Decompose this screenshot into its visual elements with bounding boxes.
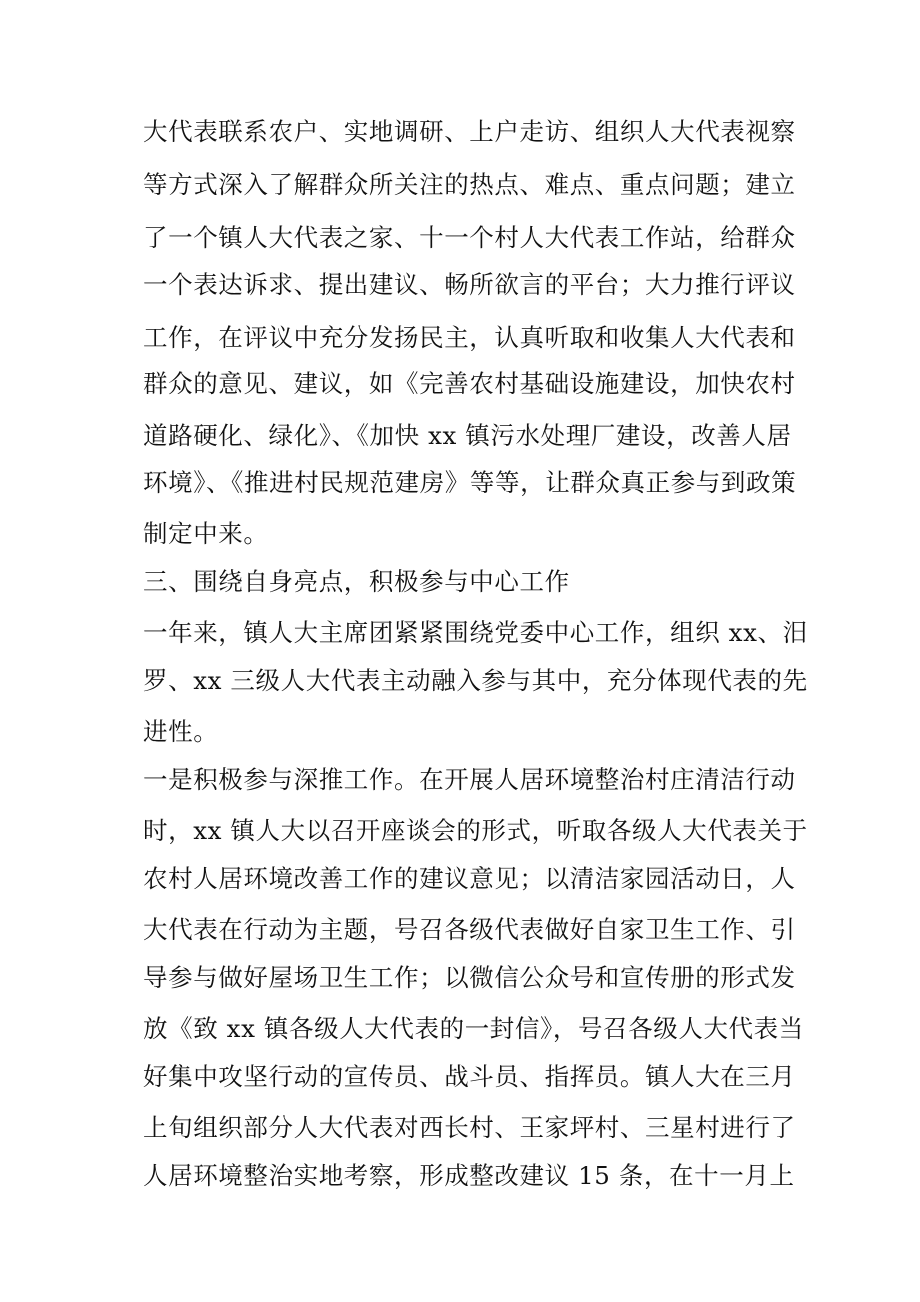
- section-heading: 三、围绕自身亮点，积极参与中心工作: [143, 567, 570, 596]
- text-line: 好集中攻坚行动的宣传员、战斗员、指挥员。镇人大在三月: [143, 1062, 796, 1091]
- text-line: 上旬组织部分人大代表对西长村、王家坪村、三星村进行了: [143, 1113, 796, 1142]
- text-line: 工作，在评议中充分发扬民主，认真听取和收集人大代表和: [143, 323, 796, 352]
- text-line: 等方式深入了解群众所关注的热点、难点、重点问题；建立: [143, 170, 796, 199]
- text-line: 了一个镇人大代表之家、十一个村人大代表工作站，给群众: [143, 223, 796, 252]
- text-line: 一个表达诉求、提出建议、畅所欲言的平台；大力推行评议: [143, 270, 796, 299]
- text-line: 一是积极参与深推工作。在开展人居环境整治村庄清洁行动: [143, 765, 796, 794]
- text-line: 一年来，镇人大主席团紧紧围绕党委中心工作，组织 xx、汨: [143, 618, 808, 647]
- text-line: 导参与做好屋场卫生工作；以微信公众号和宣传册的形式发: [143, 963, 796, 992]
- text-line: 进性。: [143, 717, 219, 746]
- text-line: 大代表在行动为主题，号召各级代表做好自家卫生工作、引: [143, 915, 796, 944]
- text-line: 制定中来。: [143, 519, 269, 548]
- text-line: 时，xx 镇人大以召开座谈会的形式，听取各级人大代表关于: [143, 816, 808, 845]
- text-line: 环境》、《推进村民规范建房》等等，让群众真正参与到政策: [143, 468, 797, 497]
- text-line: 大代表联系农户、实地调研、上户走访、组织人大代表视察: [143, 117, 796, 146]
- text-line: 群众的意见、建议，如《完善农村基础设施建设，加快农村: [143, 369, 796, 398]
- text-line: 道路硬化、绿化》、《加快 xx 镇污水处理厂建设，改善人居: [143, 421, 792, 450]
- text-line: 罗、xx 三级人大代表主动融入参与其中，充分体现代表的先: [143, 666, 808, 695]
- text-line: 人居环境整治实地考察，形成整改建议 15 条，在十一月上: [143, 1161, 795, 1190]
- text-line: 农村人居环境改善工作的建议意见；以清洁家园活动日，人: [143, 864, 796, 893]
- text-line: 放《致 xx 镇各级人大代表的一封信》，号召各级人大代表当: [143, 1014, 804, 1043]
